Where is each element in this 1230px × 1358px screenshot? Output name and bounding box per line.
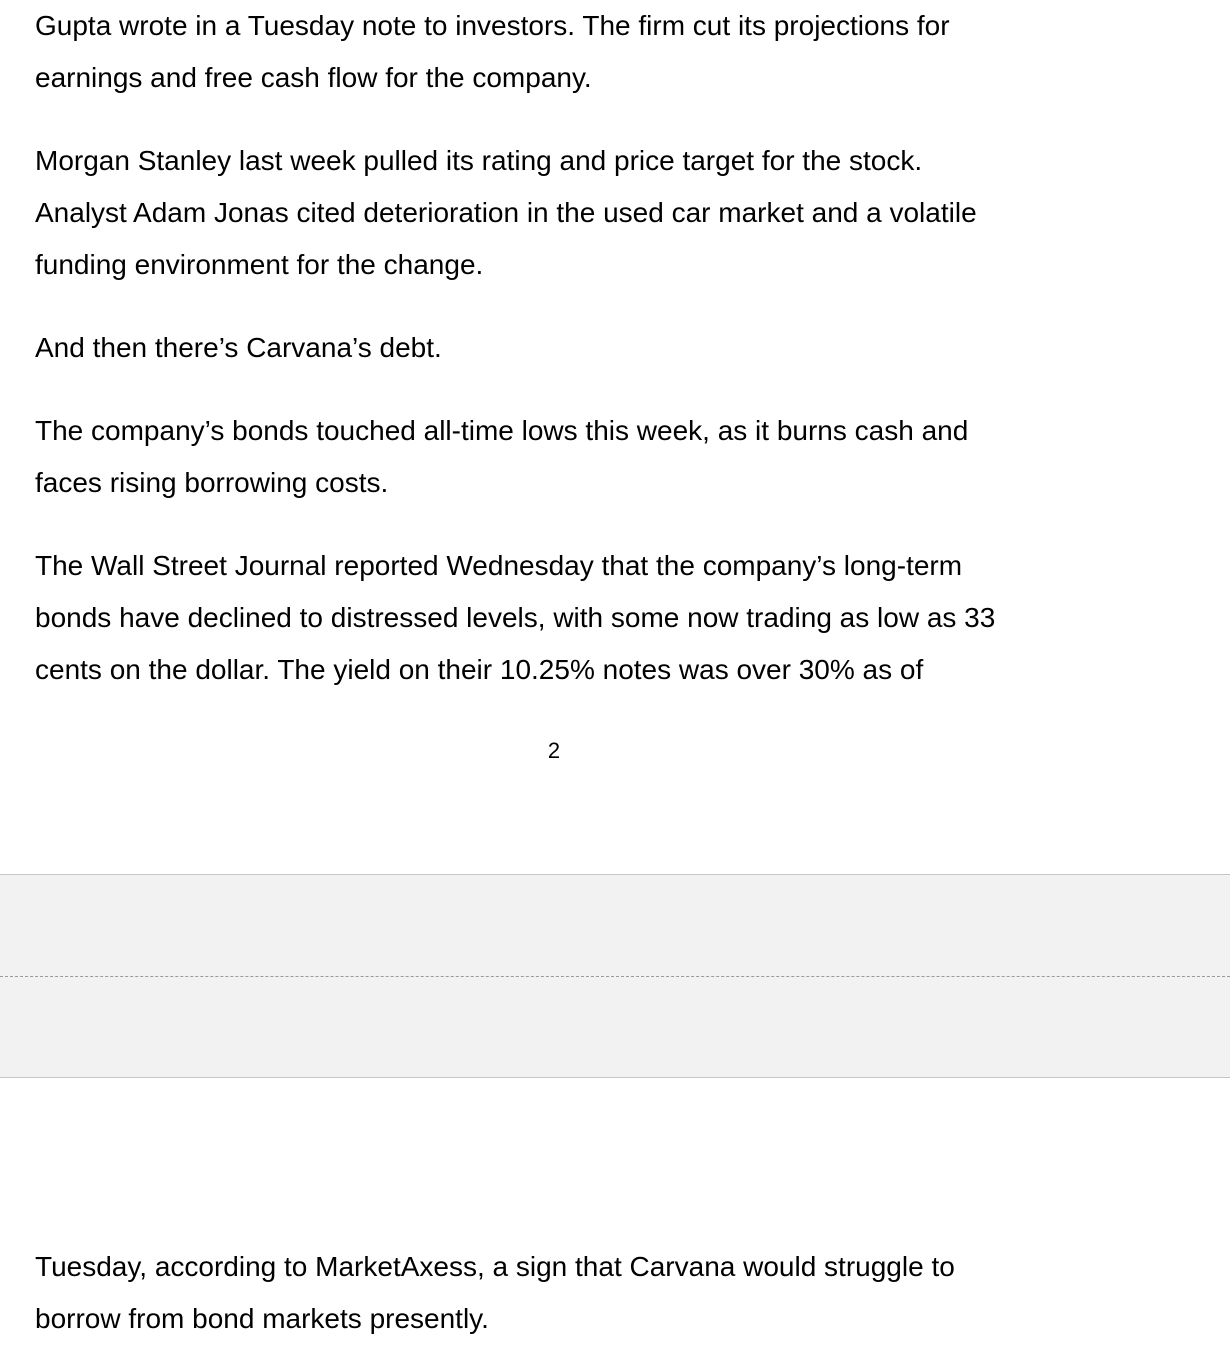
paragraph-gupta-note	[35, 0, 1155, 104]
paragraph-morgan-stanley	[35, 135, 1155, 291]
text-line: And then there’s Carvana’s debt.	[35, 332, 442, 363]
text-line: earnings and free cash flow for the company.	[35, 62, 592, 93]
document-page-3	[0, 1078, 1230, 1358]
page-number: 2	[547, 738, 561, 763]
paragraph-wsj-report	[35, 540, 1155, 696]
text-line: bonds have declined to distressed levels, with some now trading as low as 33	[35, 602, 996, 633]
text-line: The Wall Street Journal reported Wednesday that the company’s long-term	[35, 550, 963, 581]
text-line: Tuesday, according to MarketAxess, a sign that Carvana would struggle to	[35, 1251, 955, 1282]
text-line: Gupta wrote in a Tuesday note to investors. The firm cut its projections for	[35, 10, 950, 41]
paragraph-bonds-lows	[35, 405, 1155, 509]
text-line: Morgan Stanley last week pulled its rating and price target for the stock.	[35, 145, 923, 176]
text-line: borrow from bond markets presently.	[35, 1303, 489, 1334]
page-break-line	[0, 976, 1230, 977]
text-line: Analyst Adam Jonas cited deterioration in the used car market and a volatile	[35, 197, 977, 228]
text-line: The company’s bonds touched all-time lows this week, as it burns cash and	[35, 415, 969, 446]
text-line: cents on the dollar. The yield on their 10.25% notes was over 30% as of	[35, 654, 924, 685]
paragraph-marketaxess	[35, 1241, 1155, 1345]
paragraph-carvana-debt	[35, 322, 1155, 374]
page-separator	[0, 874, 1230, 1078]
text-line: funding environment for the change.	[35, 249, 484, 280]
text-line: faces rising borrowing costs.	[35, 467, 389, 498]
